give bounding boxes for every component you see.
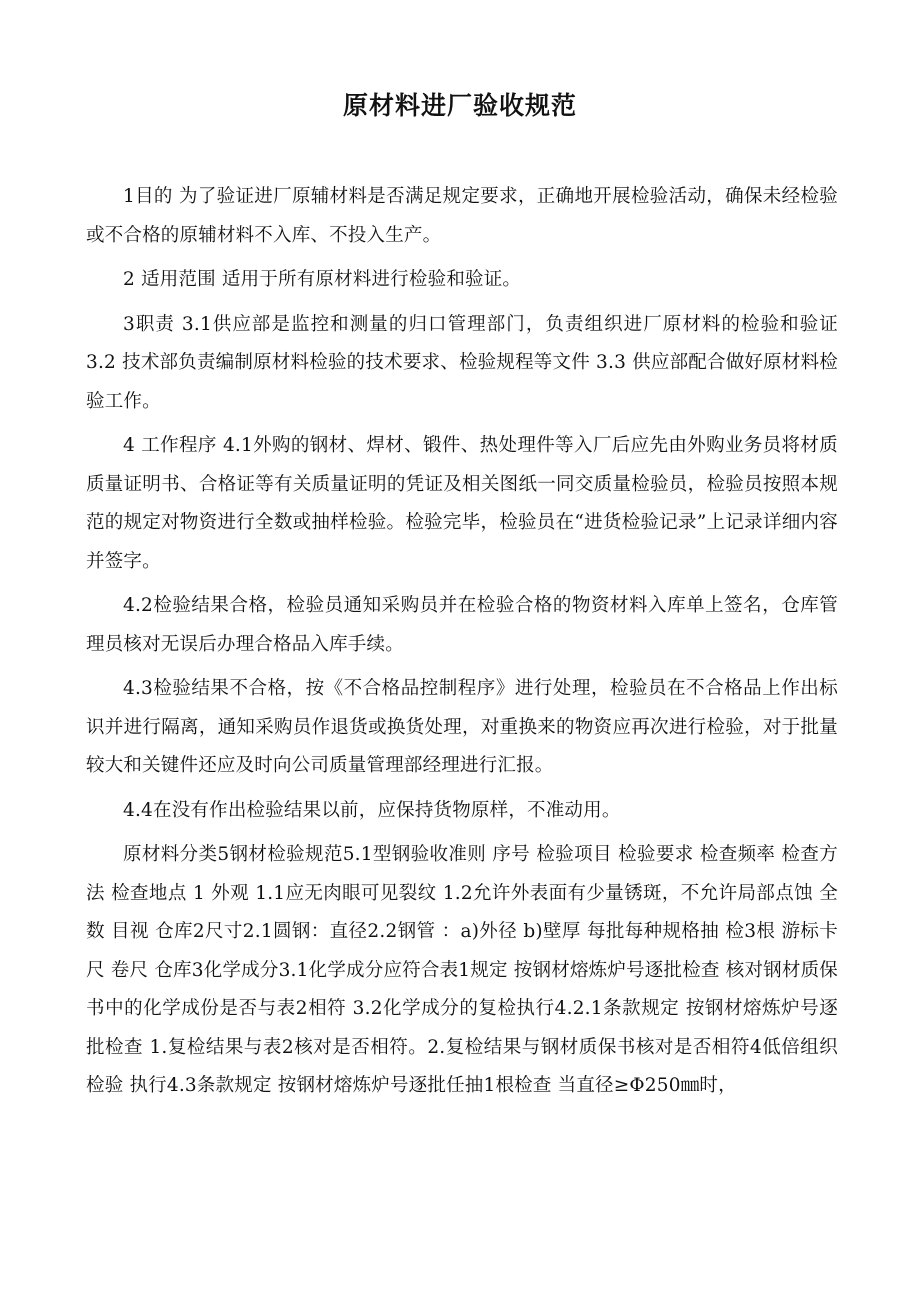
paragraph-steel-inspection: 原材料分类5钢材检验规范5.1型钢验收准则 序号 检验项目 检验要求 检查频率 检查方法 检查地点 1 外观 1.1应无肉眼可见裂纹 1.2允许外表面有少量锈斑，不允许局部点蚀 全数 目视 仓库2尺寸2.1圆钢：直径2.2钢管 ：a)外径 b)壁厚 每批每种规格抽 检3根 游标卡尺 卷尺 仓库3化学成分3.1化学成分应符合表1规定 按钢材熔炼炉号逐批检查 核对钢材质保书中的化学成份是否与表2相符 3.2化学成分的复检执行4.2.1条款规定 按钢材熔炼炉号逐批检查 1.复检结果与表2核对是否相符。2.复检结果与钢材质保书核对是否相符4低倍组织检验 执行4.3条款规定 按钢材熔炼炉号逐批任抽1根检查 当直径≥Φ250㎜时， (86, 844, 838, 1096)
paragraph-procedure: 4 工作程序 4.1外购的钢材、焊材、锻件、热处理件等入厂后应先由外购业务员将材质质量证明书、合格证等有关质量证明的凭证及相关图纸一同交质量检验员，检验员按照本规范的规定对物资进行全数或抽样检验。检验完毕，检验员在“进货检验记录”上记录详细内容并签字。 (86, 435, 838, 572)
paragraph-purpose: 1目的 为了验证进厂原辅材料是否满足规定要求，正确地开展检验活动，确保未经检验或不合格的原辅材料不入库、不投入生产。 (86, 186, 838, 246)
document-title: 原材料进厂验收规范 (342, 91, 577, 120)
paragraph-fail-result: 4.3检验结果不合格，按《不合格品控制程序》进行处理，检验员在不合格品上作出标识并进行隔离，通知采购员作退货或换货处理，对重换来的物资应再次进行检验，对于批量较大和关键件还应及时向公司质量管理部经理进行汇报。 (86, 678, 838, 776)
paragraph-pass-result: 4.2检验结果合格，检验员通知采购员并在检验合格的物资材料入库单上签名，仓库管理员核对无误后办理合格品入库手续。 (86, 595, 838, 655)
paragraph-hold-goods: 4.4在没有作出检验结果以前，应保持货物原样，不准动用。 (123, 799, 621, 821)
paragraph-scope: 2 适用范围 适用于所有原材料进行检验和验证。 (123, 269, 522, 290)
document-body (86, 178, 838, 1112)
paragraph-responsibilities: 3职责 3.1供应部是监控和测量的归口管理部门，负责组织进厂原材料的检验和验证 3.2 技术部负责编制原材料检验的技术要求、检验规程等文件 3.3 供应部配合做好原材料检验工作。 (86, 313, 838, 412)
